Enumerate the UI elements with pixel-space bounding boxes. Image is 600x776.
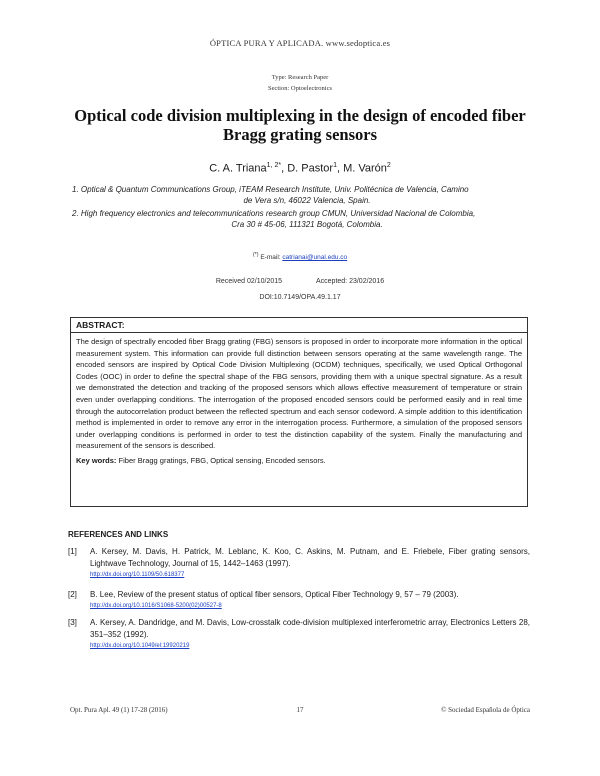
affiliation-line: 2. High frequency electronics and telecommunications research group CMUN, Universidad Nacional de Colombia,: [72, 209, 476, 218]
email-marker: (*): [252, 252, 259, 258]
paper-title: Optical code division multiplexing in the design of encoded fiber Bragg grating sensors: [74, 106, 526, 144]
keywords-label: Key words:: [76, 455, 117, 465]
author-name: M. Varón: [343, 162, 387, 175]
abstract-text: The design of spectrally encoded fiber Bragg grating (FBG) sensors is proposed in order to incorporate more information in the optical measurement system. This information can provide full distinction between sensors operating at the same wavelength range. The encoded sensors are inspired by Optical Code Division Multiplexing (OCDM) techniques, specifically, we used Optical Orthogonal Codes (OOC) in order to define the spectral shape of the FBG sensors, providing them with a unique spectral signature. As a result we demonstrated the detection and tracking of the proposed sensors which allows effective measurement of temperature or strain even under overlapping conditions. The interrogation of the proposed encoded sensors could be performed easily and in real time through the autocorrelation product between the reflected spectrum and each sensor codeword. A simple addition to this identification method is implemented in order to remove any error in the interrogation process. Furthermore, a simulation of the proposed sensors under overlapping conditions is performed in order to test the distinction capability of the system. Finally the manufacturing and measurement of the sensors is described.: [76, 337, 522, 451]
email-link[interactable]: catrianai@unal.edu.co: [282, 254, 348, 262]
reference-text: B. Lee, Review of the present status of optical fiber sensors, Optical Fiber Technology 9, 57 – 79 (2003).: [90, 590, 459, 599]
accepted-date: Accepted: 23/02/2016: [316, 278, 385, 285]
doi: DOI:10.7149/OPA.49.1.17: [259, 294, 341, 301]
publication-dates: [0, 278, 600, 285]
affiliation-1: [72, 184, 542, 206]
reference-item: [68, 589, 530, 612]
reference-text: A. Kersey, M. Davis, H. Patrick, M. Leblanc, K. Koo, C. Askins, M. Putnam, and E. Friebele, Fiber grating sensors, Lightwave Technology, Journal of 15, 1442–1463 (1997).: [90, 547, 530, 568]
article-type: Type: Research Paper: [271, 74, 329, 81]
author-affiliation-marker: 2: [386, 162, 391, 169]
reference-item: [68, 546, 530, 581]
footer-citation: Opt. Pura Apl. 49 (1) 17-28 (2016): [70, 706, 168, 714]
journal-header: ÓPTICA PURA Y APLICADA. www.sedoptica.es: [209, 38, 391, 48]
reference-number: [2]: [68, 590, 77, 599]
reference-link[interactable]: http://dx.doi.org/10.1016/S1068-5200(02)00527-8: [90, 603, 222, 609]
reference-number: [3]: [68, 618, 77, 627]
article-meta: [0, 72, 600, 94]
reference-link[interactable]: http://dx.doi.org/10.1109/50.618377: [90, 572, 185, 578]
author-list: C. A. Triana$^{1, 2*}$, D. Pastor$^1$, M. Varón$^2$: [209, 162, 391, 175]
references-title: REFERENCES AND LINKS: [68, 530, 169, 539]
affiliation-2: [72, 208, 542, 230]
keywords: [71, 452, 527, 465]
abstract-title: ABSTRACT:: [71, 318, 527, 333]
reference-text: A. Kersey, A. Dandridge, and M. Davis, Low-crosstalk code-division multiplexed interferometric array, Electronics Letters 28, 351–352 (1992).: [90, 618, 530, 639]
reference-item: [68, 617, 530, 652]
author-name: C. A. Triana: [209, 162, 267, 175]
corresponding-email: [0, 252, 600, 261]
reference-number: [1]: [68, 547, 77, 556]
abstract-box: [70, 317, 528, 507]
keywords-list: Fiber Bragg gratings, FBG, Optical sensing, Encoded sensors.: [118, 455, 326, 465]
affiliation-line: de Vera s/n, 46022 Valencia, Spain.: [243, 196, 371, 205]
author-affiliation-marker: 1, 2*: [266, 162, 282, 169]
footer-copyright: © Sociedad Española de Óptica: [441, 706, 530, 714]
page-number: 17: [296, 706, 304, 714]
received-date: Received 02/10/2015: [215, 278, 283, 285]
article-section: Section: Optoelectronics: [267, 85, 333, 92]
author-affiliation-marker: 1: [333, 162, 337, 169]
reference-link[interactable]: http://dx.doi.org/10.1049/el:19920219: [90, 643, 190, 649]
affiliation-line: 1. Optical & Quantum Communications Group, iTEAM Research Institute, Univ. Politécnica de Valencia, Camino: [72, 185, 469, 194]
email-label: E-mail:: [260, 254, 281, 262]
author-name: D. Pastor: [287, 162, 334, 175]
affiliation-line: Cra 30 # 45-06, 111321 Bogotá, Colombia.: [231, 220, 383, 229]
